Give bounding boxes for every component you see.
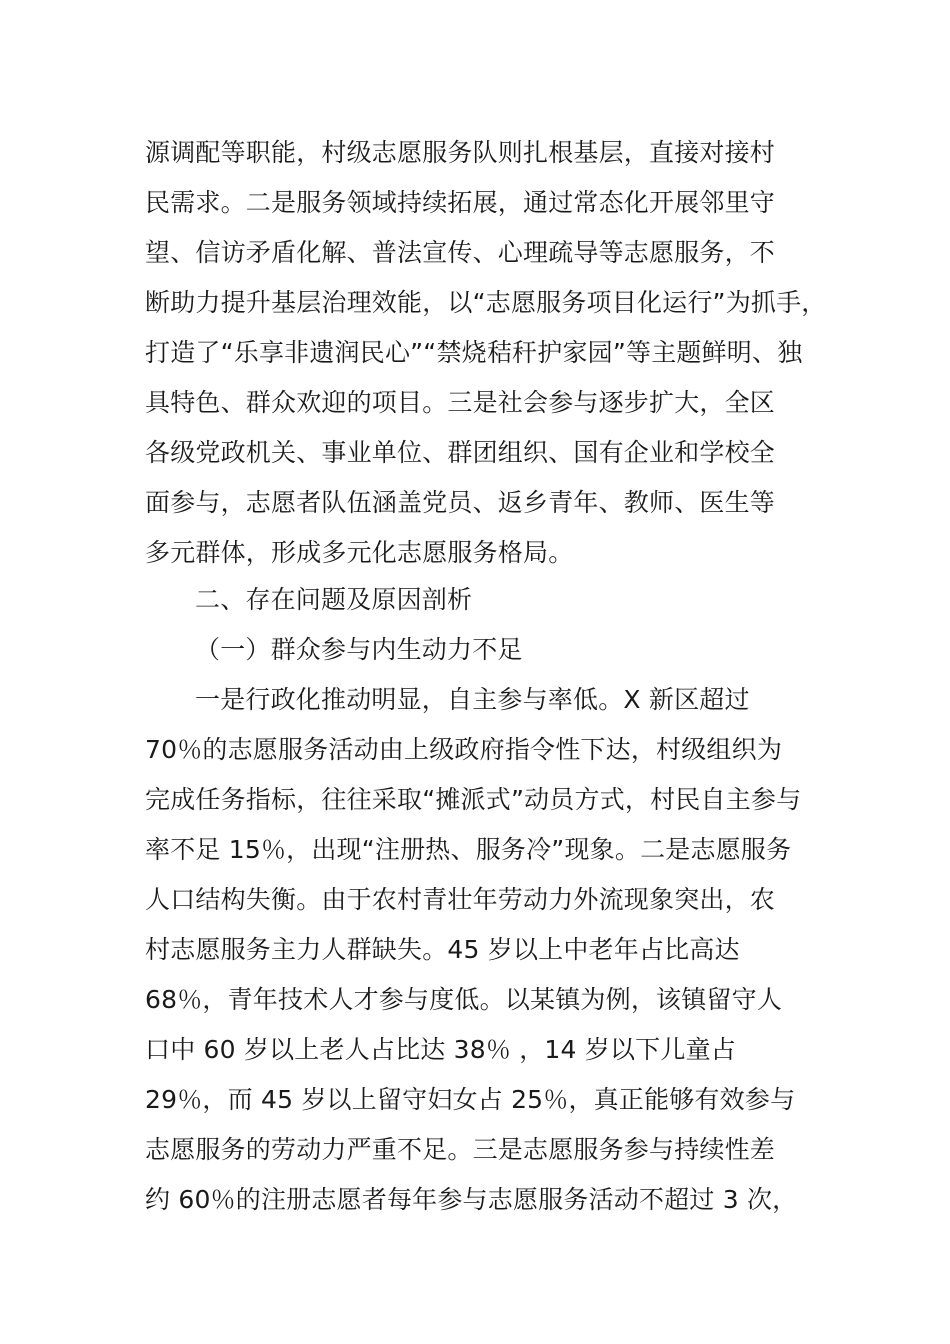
paragraph-line: 约 60％的注册志愿者每年参与志愿服务活动不超过 3 次， bbox=[145, 1185, 798, 1214]
paragraph-line: 源调配等职能，村级志愿服务队则扎根基层，直接对接村 bbox=[145, 138, 776, 167]
paragraph-line: 断助力提升基层治理效能，以“志愿服务项目化运行”为抓手， bbox=[145, 288, 827, 317]
paragraph-line: 各级党政机关、事业单位、群团组织、国有企业和学校全 bbox=[145, 438, 776, 467]
paragraph-line: 民需求。二是服务领域持续拓展，通过常态化开展邻里守 bbox=[145, 188, 776, 217]
paragraph-line: 70％的志愿服务活动由上级政府指令性下达，村级组织为 bbox=[145, 735, 783, 764]
paragraph-line: 面参与，志愿者队伍涵盖党员、返乡青年、教师、医生等 bbox=[145, 488, 776, 517]
subsection-heading: （一）群众参与内生动力不足 bbox=[195, 635, 523, 664]
paragraph-line: 打造了“乐享非遗润民心”“禁烧秸秆护家园”等主题鲜明、独 bbox=[145, 338, 803, 367]
paragraph-line: 具特色、群众欢迎的项目。三是社会参与逐步扩大，全区 bbox=[145, 388, 776, 417]
paragraph-line: 望、信访矛盾化解、普法宣传、心理疏导等志愿服务，不 bbox=[145, 238, 776, 267]
paragraph-line: 一是行政化推动明显，自主参与率低。X 新区超过 bbox=[195, 685, 750, 714]
paragraph-line: 68％，青年技术人才参与度低。以某镇为例，该镇留守人 bbox=[145, 985, 783, 1014]
paragraph-line: 村志愿服务主力人群缺失。45 岁以上中老年占比高达 bbox=[145, 935, 740, 964]
paragraph-line: 志愿服务的劳动力严重不足。三是志愿服务参与持续性差 bbox=[145, 1135, 776, 1164]
paragraph-line: 人口结构失衡。由于农村青壮年劳动力外流现象突出，农 bbox=[145, 885, 776, 914]
paragraph-line: 率不足 15％，出现“注册热、服务冷”现象。二是志愿服务 bbox=[145, 835, 792, 864]
paragraph-line: 29％，而 45 岁以上留守妇女占 25％，真正能够有效参与 bbox=[145, 1085, 796, 1114]
section-heading: 二、存在问题及原因剖析 bbox=[195, 585, 473, 614]
paragraph-line: 多元群体，形成多元化志愿服务格局。 bbox=[145, 538, 574, 567]
paragraph-line: 完成任务指标，往往采取“摊派式”动员方式，村民自主参与 bbox=[145, 785, 802, 814]
paragraph-line: 口中 60 岁以上老人占比达 38％ ，14 岁以下儿童占 bbox=[145, 1035, 736, 1064]
